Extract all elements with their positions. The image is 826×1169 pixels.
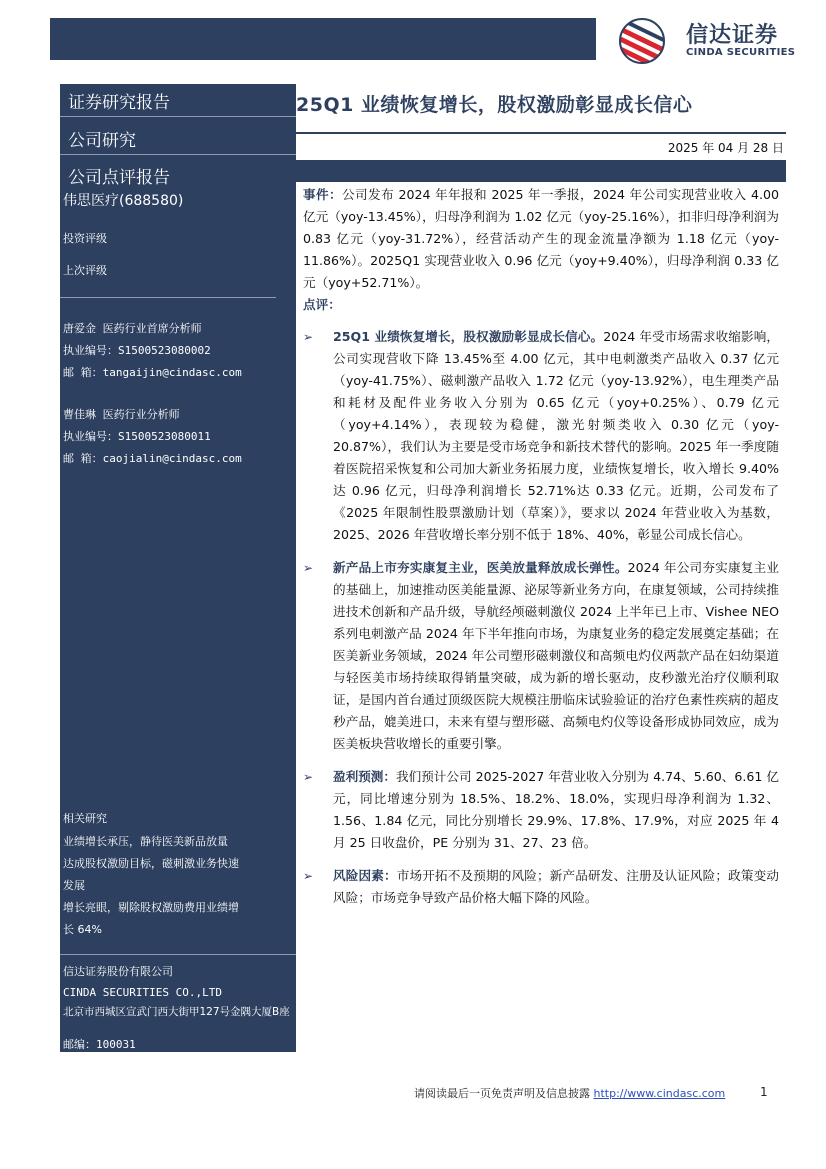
divider [60, 297, 276, 298]
arrow-bullet-icon: ➢ [303, 869, 314, 883]
related-item[interactable]: 发展 [63, 879, 85, 892]
divider [60, 154, 296, 155]
event-label: 事件： [303, 187, 343, 202]
title-underline [296, 132, 786, 134]
bullet-head: 25Q1 业绩恢复增长，股权激励彰显成长信心。 [333, 329, 604, 344]
bullet-head: 风险因素： [333, 868, 397, 883]
report-type: 证券研究报告 [68, 93, 170, 113]
company-name-en: CINDA SECURITIES CO.,LTD [63, 986, 222, 999]
bullet-head: 新产品上市夯实康复主业，医美放量释放成长弹性。 [333, 560, 628, 575]
event-text: 公司发布 2024 年年报和 2025 年一季报，2024 年公司实现营业收入 4.00 亿元（yoy-13.45%），归母净利润为 1.02 亿元（yoy-25.16%），扣非归母净利润为 0.83 亿元（yoy-31.72%），经营活动产生的现金流量净额为 1.18 亿元（yoy-11.86%）。2025Q1 实现营业收入 0.96 亿元（yoy+9.40%），归母净利润 0.33 亿元（yoy+52.71%）。 [303, 187, 780, 290]
analyst-1-name: 唐爱金 医药行业首席分析师 [63, 322, 202, 335]
bullet-body: 2024 年受市场需求收缩影响，公司实现营收下降 13.45%至 4.00 亿元，其中电刺激类产品收入 0.37 亿元（yoy-41.75%）、磁刺激产品收入 1.72 亿元（yoy-13.92%），电生理类产品和耗材及配件业务收入分别为 0.65 亿元（yoy+0.25%）、0.79 亿元（yoy+4.14%），表现较为稳健，激光射频类收入 0.30 亿元（yoy-20.87%），我们认为主要是受市场竞争和新技术替代的影响。2025 年一季度随着医院招采恢复和公司加大新业务拓展力度，业绩恢复增长，收入增长 9.40%达 0.96 亿元，归母净利润增长 52.71%达 0.33 亿元。近期，公司发布了《2025 年限制性股票激励计划（草案）》，要求以 2024 年营业收入为基数，2025、2026 年营收增长率分别不低于 18%、40%，彰显公司成长信心。 [333, 329, 779, 542]
footer-disclaimer: 请阅读最后一页免责声明及信息披露 [414, 1087, 590, 1100]
bullet-body: 我们预计公司 2025-2027 年营业收入分别为 4.74、5.60、6.61 亿元，同比增速分别为 18.5%、18.2%、18.0%，实现归母净利润为 1.32、1.56、1.84 亿元，同比分别增长 29.9%、17.8%、17.9%，对应 2025 年 4 月 25 日收盘价，PE 分别为 31、27、23 倍。 [333, 769, 780, 850]
arrow-bullet-icon: ➢ [303, 770, 314, 784]
analyst-1-email[interactable]: 邮 箱：tangaijin@cindasc.com [63, 366, 242, 379]
last-rating-label: 上次评级 [63, 264, 107, 277]
footer-link[interactable]: http://www.cindasc.com [593, 1087, 726, 1100]
arrow-bullet-icon: ➢ [303, 330, 314, 344]
page-title: 25Q1 业绩恢复增长，股权激励彰显成长信心 [296, 94, 693, 116]
analyst-2-name: 曹佳琳 医药行业分析师 [63, 408, 180, 421]
bullet-head: 盈利预测： [333, 769, 396, 784]
related-item[interactable]: 达成股权激励目标，磁刺激业务快速 [63, 857, 239, 870]
company-postcode: 邮编：100031 [63, 1038, 136, 1051]
divider [60, 954, 296, 955]
company-address: 北京市西城区宣武门西大街甲127号金隅大厦B座 [63, 1006, 290, 1018]
report-subcategory: 公司点评报告 [68, 168, 170, 188]
sidebar [60, 84, 296, 1052]
cinda-globe-icon [606, 16, 682, 66]
divider [60, 116, 296, 117]
report-category: 公司研究 [68, 131, 136, 151]
event-paragraph [303, 184, 779, 294]
bullet-body: 市场开拓不及预期的风险；新产品研发、注册及认证风险；政策变动风险；市场竞争导致产品价格大幅下降的风险。 [333, 868, 780, 905]
logo-text-cn: 信达证券 [686, 23, 779, 48]
analyst-2-id: 执业编号：S1500523080011 [63, 430, 211, 443]
company-name: 信达证券股份有限公司 [63, 965, 173, 978]
review-heading: 点评： [303, 297, 341, 312]
page-number: 1 [760, 1085, 768, 1099]
stock-name: 伟思医疗(688580) [63, 193, 184, 209]
bullet-item [303, 766, 779, 854]
related-title: 相关研究 [63, 812, 107, 825]
rating-label: 投资评级 [63, 232, 107, 245]
bullet-body: 2024 年公司夯实康复主业的基础上，加速推动医美能量源、泌尿等新业务方向，在康复领域，公司持续推进技术创新和产品升级，导航经颅磁刺激仪 2024 上半年已上市、Vishee NEO 系列电刺激产品 2024 年下半年推向市场，为康复业务的稳定发展奠定基础；在医美新业务领域，2024 年公司塑形磁刺激仪和高频电灼仪两款产品在妇幼渠道与轻医美市场持续取得销量突破，成为新的增长驱动，皮秒激光治疗仪顺利取证，是国内首台通过顶级医院大规模注册临床试验验证的治疗色素性疾病的超皮秒产品，媲美进口，未来有望与塑形磁、高频电灼仪等设备形成协同效应，成为医美板块营收增长的重要引擎。 [333, 560, 780, 751]
report-body [303, 184, 779, 909]
bullet-item [303, 557, 779, 755]
arrow-bullet-icon: ➢ [303, 561, 314, 575]
analyst-1-id: 执业编号：S1500523080002 [63, 344, 211, 357]
report-date: 2025 年 04 月 28 日 [667, 141, 784, 155]
cinda-logo [606, 16, 806, 66]
related-item[interactable]: 增长亮眼，剔除股权激励费用业绩增 [63, 901, 239, 914]
header-stripe [296, 160, 786, 182]
related-item[interactable]: 业绩增长承压，静待医美新品放量 [63, 835, 228, 848]
analyst-2-email[interactable]: 邮 箱：caojialin@cindasc.com [63, 452, 242, 465]
footer [414, 1085, 725, 1101]
related-item[interactable]: 长 64% [63, 923, 102, 936]
logo-text-en: CINDA SECURITIES [686, 47, 796, 58]
bullet-item [303, 865, 779, 909]
top-banner [50, 18, 596, 60]
bullet-item [303, 326, 779, 546]
